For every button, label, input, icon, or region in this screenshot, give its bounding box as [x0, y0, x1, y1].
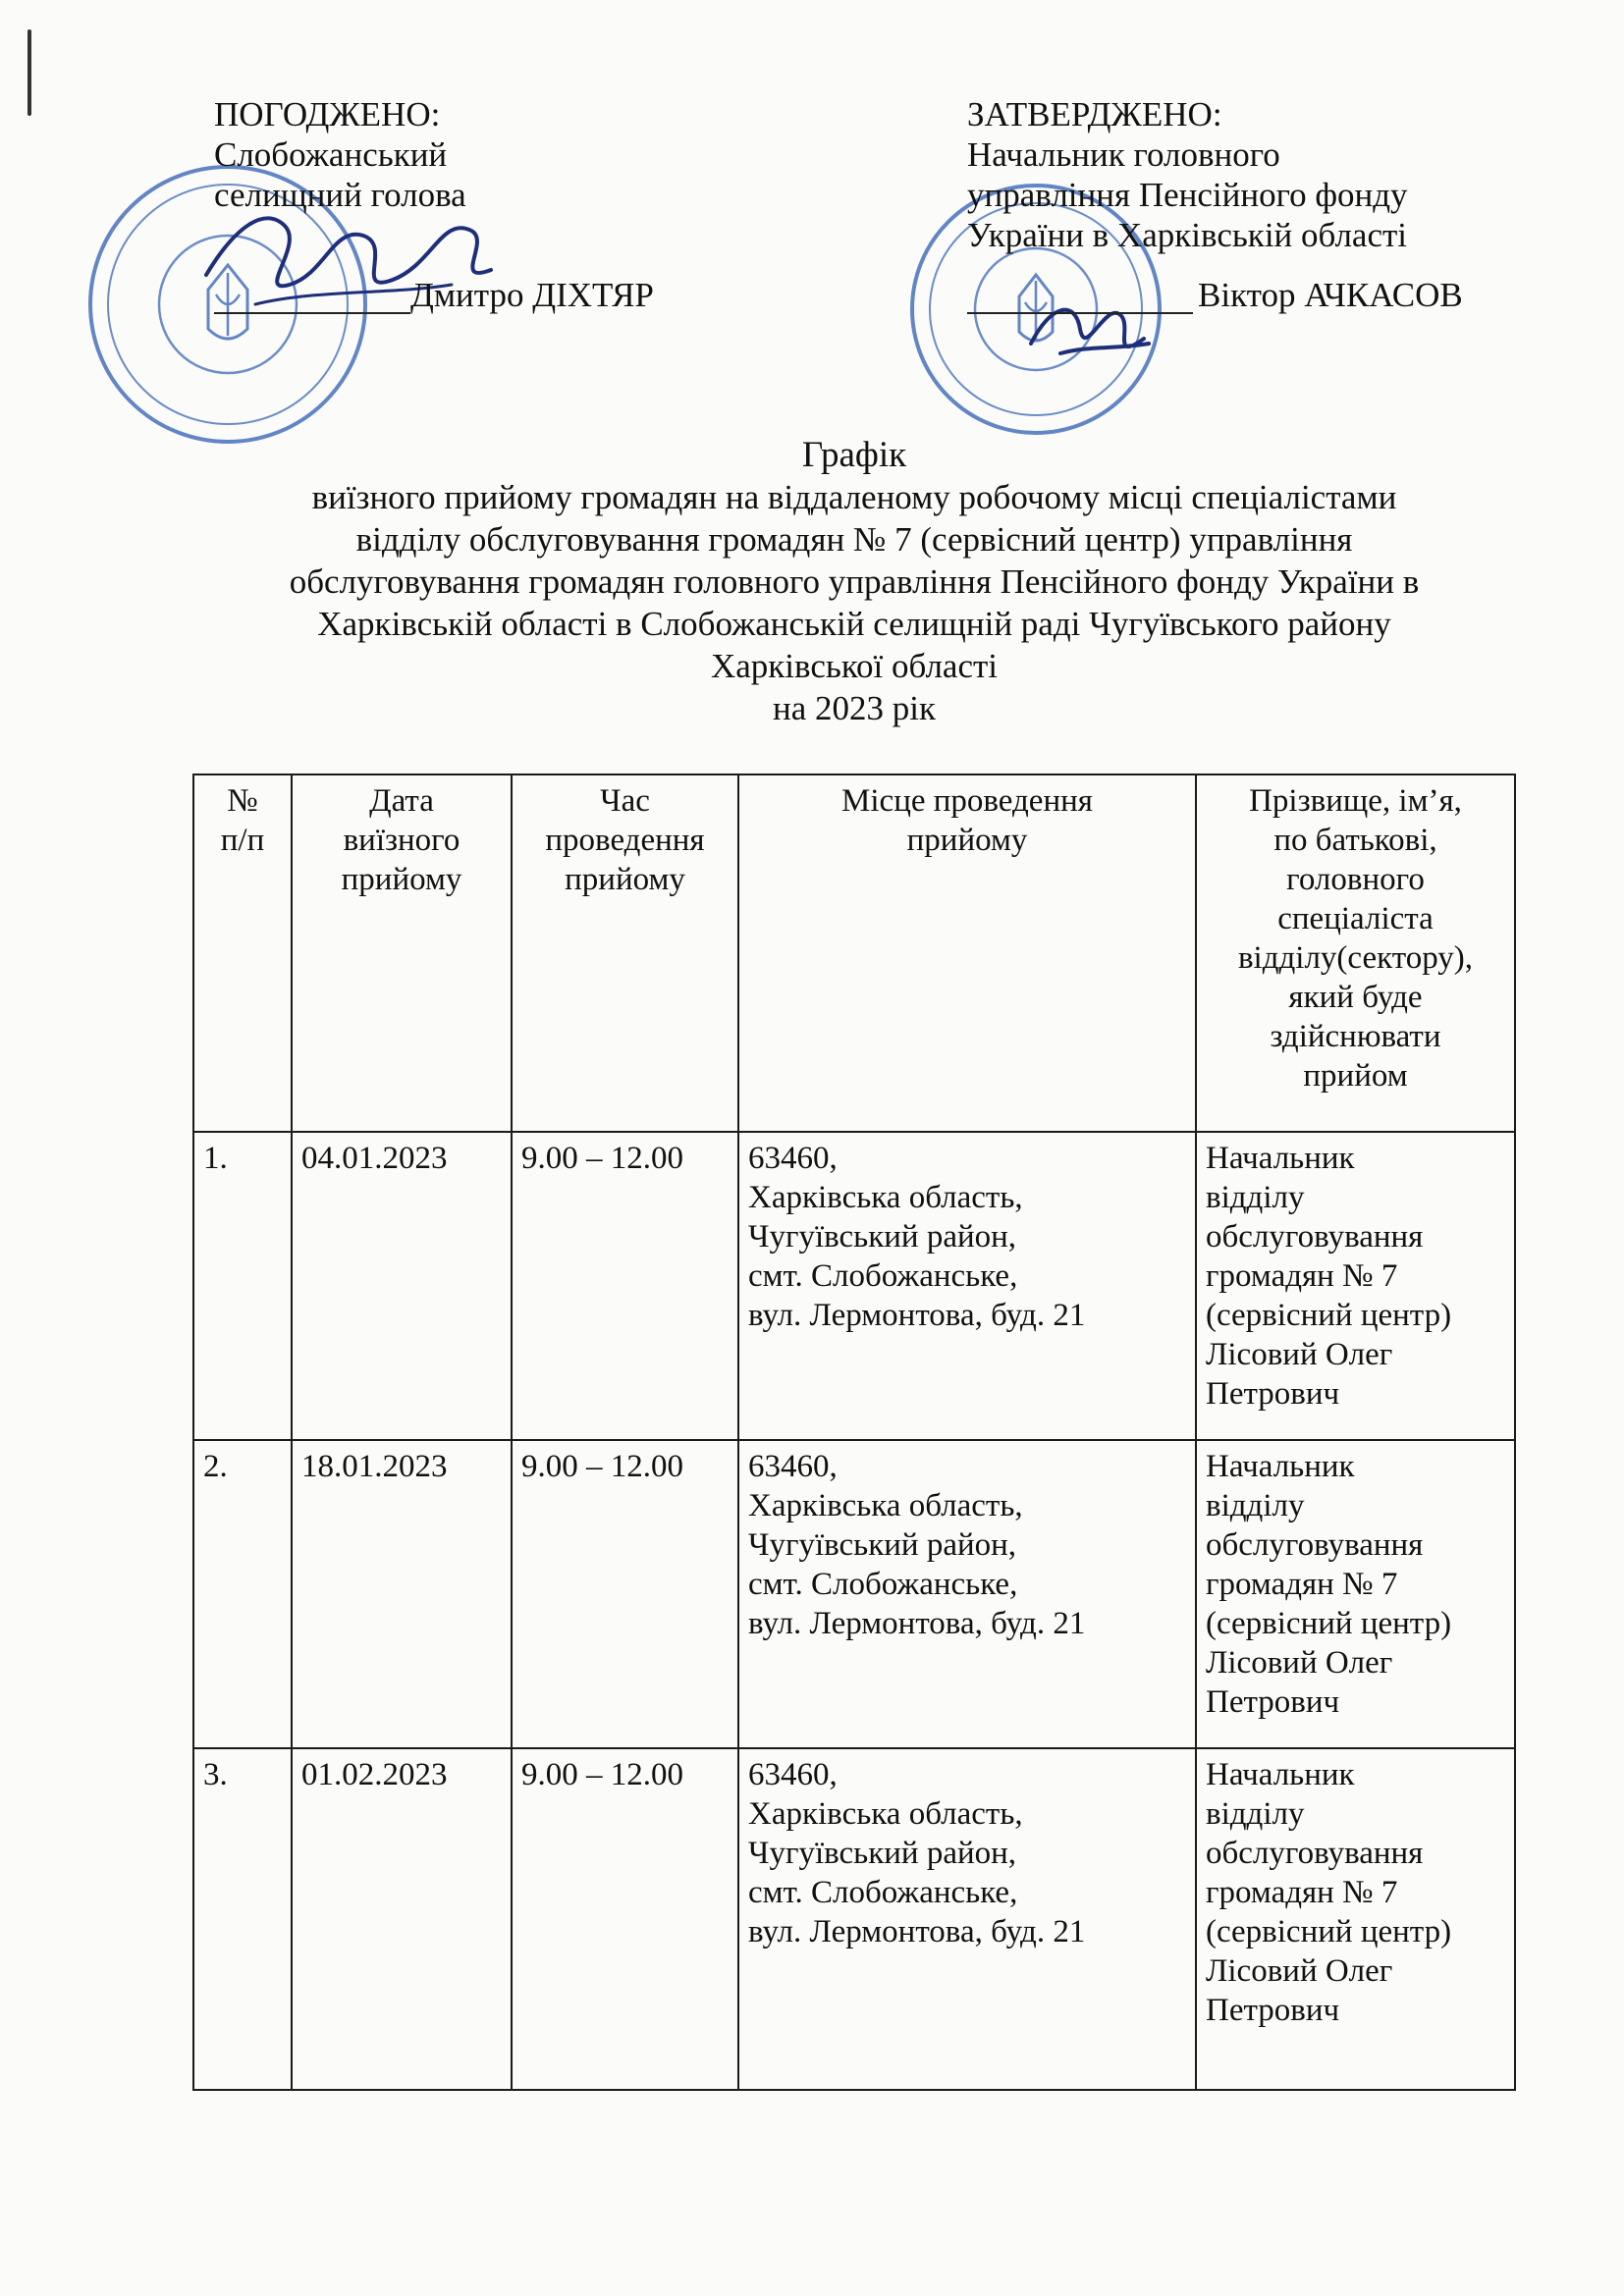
- row-person: Начальник відділу обслуговування громадян № 7 (сервісний центр) Лісовий Олег Петрович: [1196, 1748, 1515, 2090]
- schedule-table: [192, 774, 1516, 2091]
- scan-edge-mark: [27, 29, 31, 116]
- header-place: Місце проведення прийому: [738, 774, 1196, 1132]
- document-heading: [128, 434, 1581, 729]
- row-place: 63460, Харківська область, Чугуївський район, смт. Слобожанське, вул. Лермонтова, буд. 21: [738, 1132, 1196, 1440]
- row-time: 9.00 – 12.00: [512, 1132, 738, 1440]
- approval-right-heading: ЗАТВЕРДЖЕНО:: [967, 95, 1222, 133]
- document-title: Графік: [801, 435, 907, 475]
- document-subtitle-line: виїзного прийому громадян на віддаленому робочому місці спеціалістами: [311, 478, 1397, 516]
- table-row: [193, 1748, 1515, 2090]
- signature-line-right: [967, 312, 1193, 314]
- document-subtitle-line: обслуговування громадян головного управління Пенсійного фонду України в: [289, 562, 1420, 601]
- row-time: 9.00 – 12.00: [512, 1748, 738, 2090]
- table-row: [193, 1440, 1515, 1748]
- row-date: 01.02.2023: [292, 1748, 512, 2090]
- row-time: 9.00 – 12.00: [512, 1440, 738, 1748]
- document-subtitle-line: відділу обслуговування громадян № 7 (сервісний центр) управління: [355, 520, 1353, 559]
- row-person: Начальник відділу обслуговування громадян № 7 (сервісний центр) Лісовий Олег Петрович: [1196, 1440, 1515, 1748]
- document-subtitle-line: Харківській області в Слобожанській селищній раді Чугуївського району: [317, 605, 1391, 643]
- approval-right-signatory: Віктор АЧКАСОВ: [1198, 276, 1463, 314]
- table-header-row: [193, 774, 1515, 1132]
- approval-left-heading: ПОГОДЖЕНО:: [214, 95, 441, 133]
- approval-right-line: Начальник головного: [967, 135, 1280, 174]
- table-row: [193, 1132, 1515, 1440]
- approval-left-signatory: Дмитро ДІХТЯР: [410, 276, 654, 314]
- document-subtitle-line: Харківської області: [710, 647, 999, 685]
- row-date: 18.01.2023: [292, 1440, 512, 1748]
- document-subtitle-line: на 2023 рік: [773, 689, 936, 727]
- signature-right: [1021, 285, 1159, 373]
- approval-block-right: [967, 94, 1408, 255]
- approval-left-line: селищний голова: [214, 176, 466, 214]
- row-number: 3.: [193, 1748, 292, 2090]
- header-time: Час проведення прийому: [512, 774, 738, 1132]
- approval-right-line: України в Харківській області: [967, 216, 1408, 254]
- row-place: 63460, Харківська область, Чугуївський район, смт. Слобожанське, вул. Лермонтова, буд. 21: [738, 1440, 1196, 1748]
- signature-line-left: [214, 312, 410, 314]
- row-place: 63460, Харківська область, Чугуївський район, смт. Слобожанське, вул. Лермонтова, буд. 21: [738, 1748, 1196, 2090]
- row-number: 1.: [193, 1132, 292, 1440]
- header-number: № п/п: [193, 774, 292, 1132]
- row-number: 2.: [193, 1440, 292, 1748]
- header-person: Прізвище, ім’я, по батькові, головного спеціаліста відділу(сектору), який буде здійснювати прийом: [1196, 774, 1515, 1132]
- approval-right-line: управління Пенсійного фонду: [967, 176, 1408, 214]
- approval-left-line: Слобожанський: [214, 135, 448, 174]
- header-date: Дата виїзного прийому: [292, 774, 512, 1132]
- approval-block-left: [214, 94, 466, 215]
- row-person: Начальник відділу обслуговування громадян № 7 (сервісний центр) Лісовий Олег Петрович: [1196, 1132, 1515, 1440]
- row-date: 04.01.2023: [292, 1132, 512, 1440]
